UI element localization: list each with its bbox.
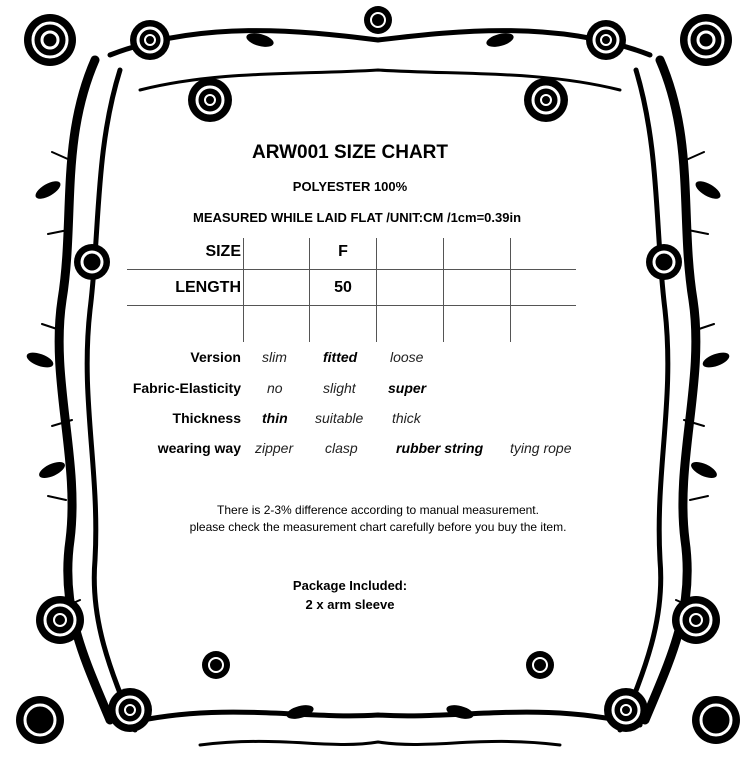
- table-rule: [127, 269, 576, 270]
- table-divider: [243, 238, 244, 342]
- attr-option-selected: fitted: [323, 349, 358, 365]
- material-label: POLYESTER 100%: [292, 179, 408, 194]
- attr-option: clasp: [325, 440, 358, 456]
- attr-option: slight: [323, 380, 356, 396]
- table-divider: [510, 238, 511, 342]
- table-divider: [443, 238, 444, 342]
- attr-option: no: [267, 380, 283, 396]
- attr-option-selected: rubber string: [396, 440, 484, 456]
- attr-label-wearing-way: wearing way: [157, 440, 241, 456]
- attr-label-thickness: Thickness: [172, 410, 241, 426]
- size-value: F: [338, 243, 348, 260]
- chart-title: ARW001 SIZE CHART: [251, 142, 448, 163]
- length-value: 50: [334, 279, 352, 296]
- attr-label-elasticity: Fabric-Elasticity: [132, 380, 241, 396]
- attr-option: suitable: [315, 410, 364, 426]
- attr-option: loose: [390, 349, 424, 365]
- attr-option-selected: thin: [262, 410, 288, 426]
- table-divider: [376, 238, 377, 342]
- attr-option: slim: [262, 349, 287, 365]
- size-label: SIZE: [205, 243, 241, 260]
- disclaimer-line-1: There is 2-3% difference according to manual measurement.: [217, 503, 539, 517]
- attr-option: zipper: [255, 440, 294, 456]
- table-rule: [127, 305, 576, 306]
- package-contents: 2 x arm sleeve: [305, 597, 395, 612]
- attr-option: thick: [392, 410, 421, 426]
- package-heading: Package Included:: [292, 578, 408, 593]
- measure-note: MEASURED WHILE LAID FLAT /UNIT:CM /1cm=0.39in: [193, 210, 522, 225]
- disclaimer-line-2: please check the measurement chart carefully before you buy the item.: [189, 520, 567, 534]
- attr-label-version: Version: [190, 349, 241, 365]
- attr-option: tying rope: [510, 440, 572, 456]
- attr-option-selected: super: [388, 380, 427, 396]
- length-label: LENGTH: [175, 279, 241, 296]
